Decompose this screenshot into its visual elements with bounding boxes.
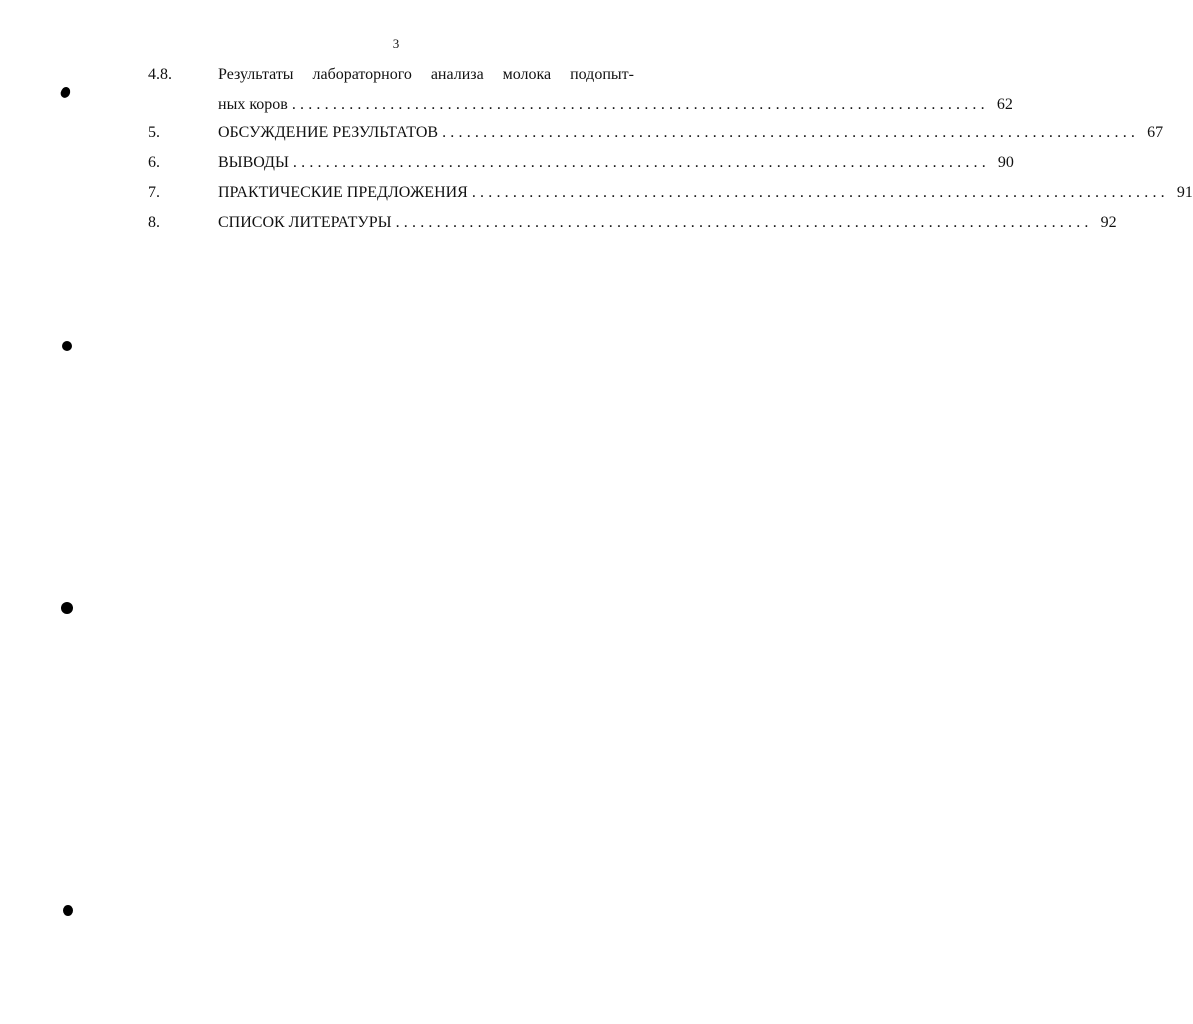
- toc-word: молока: [502, 66, 552, 83]
- toc-entry: [148, 148, 1014, 178]
- toc-entry: [148, 208, 1117, 238]
- toc-word: анализа: [430, 66, 484, 83]
- toc-entry-page: 91: [1176, 184, 1193, 201]
- toc-entry-leader-line: [218, 148, 1014, 178]
- toc-entry-title: СПИСОК ЛИТЕРАТУРЫ: [218, 214, 392, 231]
- toc-entry-leader-line: [218, 178, 1193, 208]
- toc-word: лабораторного: [312, 66, 412, 83]
- toc-entry-title: ОБСУЖДЕНИЕ РЕЗУЛЬТАТОВ: [218, 124, 439, 141]
- dot-leader: .....................................................................................: [292, 154, 990, 171]
- dot-leader: .....................................................................................: [442, 124, 1140, 141]
- toc-entry: [148, 60, 1013, 120]
- toc-entry: [148, 178, 1193, 208]
- toc-entry-number: 7.: [148, 184, 160, 201]
- toc-entry-title: ВЫВОДЫ: [218, 154, 289, 171]
- toc-entry-page: 62: [996, 96, 1013, 113]
- toc-word: подопыт-: [570, 66, 634, 83]
- toc-entry-number: 8.: [148, 214, 160, 231]
- dot-leader: .....................................................................................: [471, 184, 1169, 201]
- punch-hole-mark: [59, 85, 72, 99]
- toc-entry-number: 6.: [148, 154, 160, 171]
- toc-entry-number: 4.8.: [148, 66, 172, 83]
- toc-entry-title: ных коров: [218, 96, 288, 113]
- toc-entry-title: ПРАКТИЧЕСКИЕ ПРЕДЛОЖЕНИЯ: [218, 184, 468, 201]
- toc-entry-page: 67: [1147, 124, 1164, 141]
- toc-word: Результаты: [218, 66, 294, 83]
- toc-entry-body: [218, 60, 1013, 120]
- toc-entry-title-line: [218, 60, 670, 90]
- toc-entry-number: 5.: [148, 124, 160, 141]
- dot-leader: .....................................................................................: [291, 96, 989, 113]
- punch-hole-mark: [63, 905, 73, 916]
- toc-entry-leader-line: [218, 90, 1013, 120]
- toc-entry-leader-line: [218, 208, 1117, 238]
- toc-entry-page: 90: [997, 154, 1014, 171]
- toc-entry-leader-line: [218, 118, 1164, 148]
- page-number: 3: [392, 36, 400, 51]
- punch-hole-mark: [62, 341, 72, 351]
- toc-entry-page: 92: [1100, 214, 1117, 231]
- punch-hole-mark: [61, 602, 73, 614]
- dot-leader: .....................................................................................: [395, 214, 1093, 231]
- toc-entry: [148, 118, 1164, 148]
